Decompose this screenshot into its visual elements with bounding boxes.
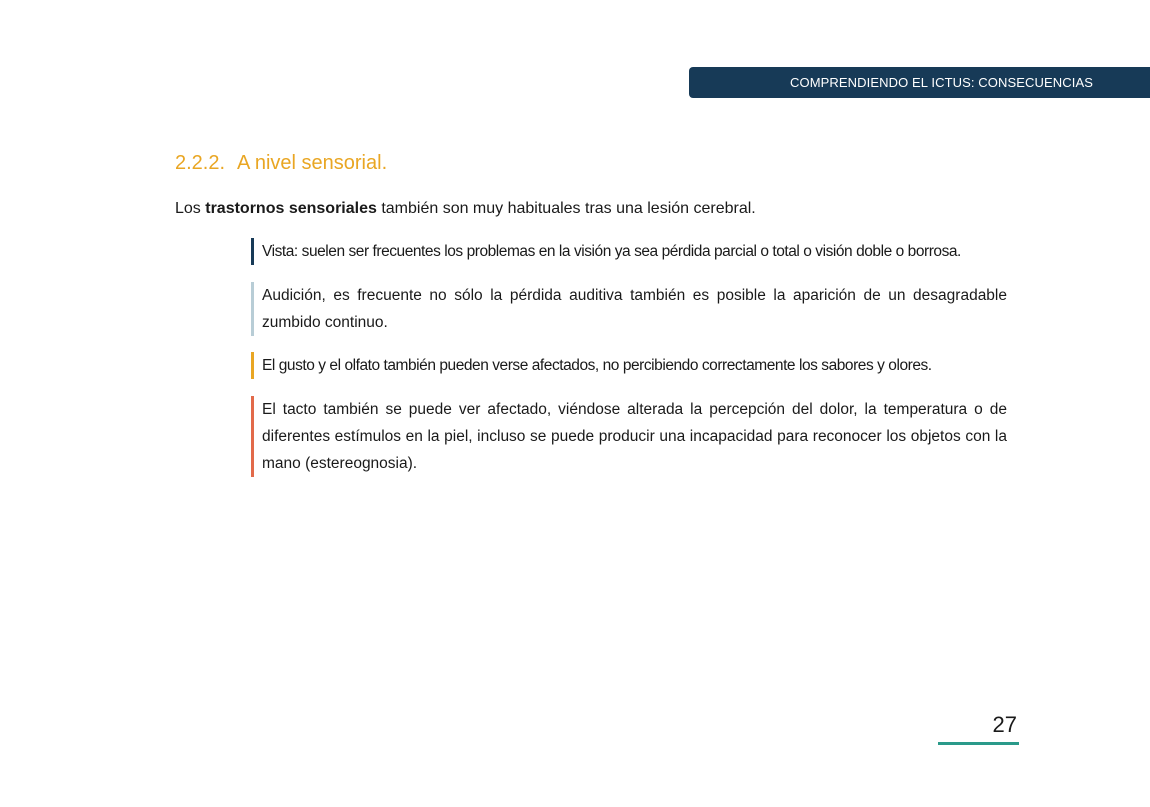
item-touch: El tacto también se puede ver afectado, viéndose alterada la percepción del dolor, la temperatura o de diferentes estímulos en la piel, incluso se puede producir una incapacidad para reconocer los objetos con la mano (estereognosia). [251,396,1007,477]
section-title: A nivel sensorial. [237,152,388,174]
item-hearing: Audición, es frecuente no sólo la pérdida auditiva también es posible la aparición de un desagradable zumbido continuo. [251,282,1007,336]
header-banner [689,67,1150,98]
section-number: 2.2.2. [175,152,226,174]
intro-paragraph [175,198,756,220]
intro-after: también son muy habituales tras una lesión cerebral. [376,200,756,217]
intro-before: Los [175,200,206,217]
item-taste-smell: El gusto y el olfato también pueden verse afectados, no percibiendo correctamente los sabores y olores. [251,352,1007,379]
intro-bold-term: trastornos sensoriales [205,200,377,217]
page-number-rule [938,742,1019,745]
header-title: COMPRENDIENDO EL ICTUS: CONSECUENCIAS [790,75,1093,90]
page-number: 27 [992,712,1017,737]
item-vision: Vista: suelen ser frecuentes los problemas en la visión ya sea pérdida parcial o total o visión doble o borrosa. [251,238,1007,265]
section-heading [175,152,387,175]
